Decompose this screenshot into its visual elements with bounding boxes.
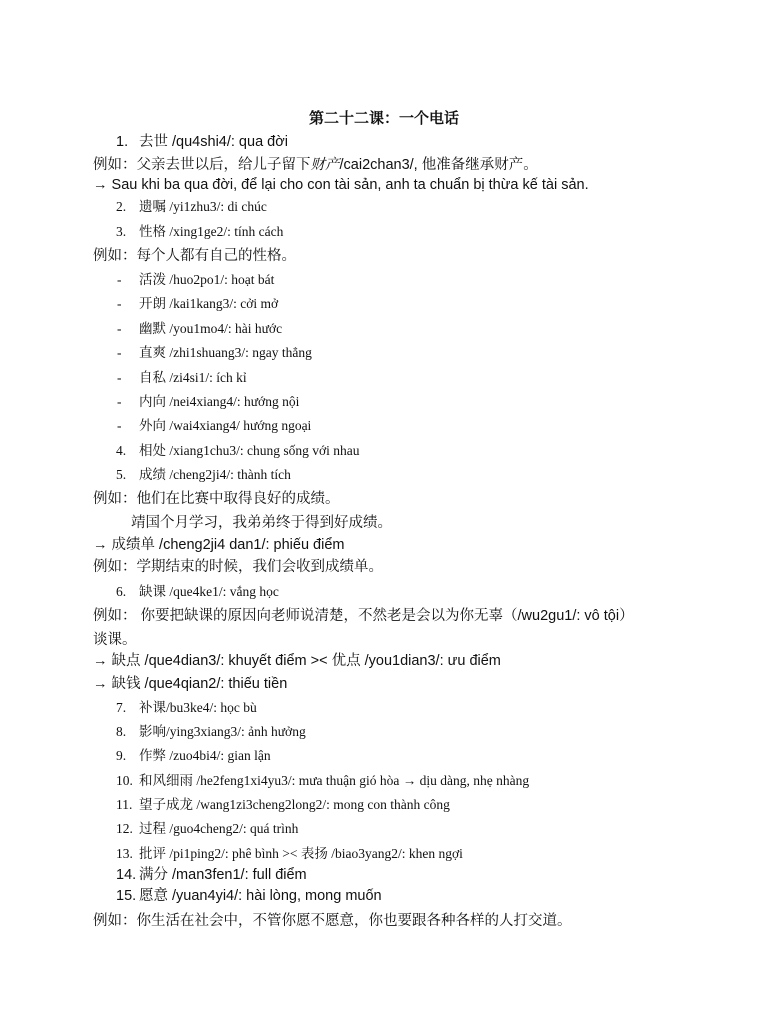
list-item-text: 缺课 /que4ke1/: vắng học	[139, 584, 279, 599]
list-item-text: 满分 /man3fen1/: full điểm	[139, 867, 307, 883]
dash-bullet: -	[117, 272, 122, 287]
dash-bullet: -	[117, 345, 122, 360]
list-item-text: 望子成龙 /wang1zi3cheng2long2/: mong con thành công	[139, 797, 450, 812]
example-text-a: 例如：父亲去世以后，给儿子留下	[93, 157, 311, 173]
list-number: 5.	[116, 467, 127, 482]
list-number: 13.	[116, 846, 133, 861]
dash-item-text: 直爽 /zhi1shuang3/: ngay thẳng	[139, 345, 312, 360]
arrow-text: → 缺钱 /que4qian2/: thiếu tiền	[93, 676, 288, 692]
list-number: 6.	[116, 584, 127, 599]
example-text: 谈课。	[93, 632, 137, 648]
list-item-text: 成绩 /cheng2ji4/: thành tích	[139, 467, 291, 482]
dash-item-text: 内向 /nei4xiang4/: hướng nội	[139, 394, 300, 409]
list-number: 10.	[116, 773, 133, 788]
dash-bullet: -	[117, 418, 122, 433]
example-text: 靖国个月学习，我弟弟终于得到好成绩。	[131, 515, 392, 531]
list-item-text: 遗嘱 /yi1zhu3/: di chúc	[139, 199, 267, 214]
list-item-text: 性格 /xing1ge2/: tính cách	[139, 224, 284, 239]
dash-item-text: 自私 /zi4si1/: ích kỉ	[139, 370, 247, 385]
dash-item-text: 外向 /wai4xiang4/ hướng ngoại	[139, 418, 312, 433]
example-text: 例如：学期结束的时候，我们会收到成绩单。	[93, 559, 383, 575]
list-number: 11.	[116, 797, 133, 812]
list-item-text: 补课/bu3ke4/: học bù	[139, 700, 257, 715]
dash-item-text: 开朗 /kai1kang3/: cởi mở	[139, 296, 279, 311]
list-number: 9.	[116, 748, 127, 763]
list-item-text: 过程 /guo4cheng2/: quá trình	[139, 821, 299, 836]
list-item-text: 批评 /pi1ping2/: phê bình >< 表扬 /biao3yang2/: khen ngợi	[139, 846, 463, 861]
list-number: 4.	[116, 443, 127, 458]
arrow-text: → 成绩单 /cheng2ji4 dan1/: phiếu điểm	[93, 537, 345, 553]
list-item-text: 影响/ying3xiang3/: ảnh hưởng	[139, 724, 306, 739]
list-item-text: 作弊 /zuo4bi4/: gian lận	[139, 748, 271, 763]
dash-bullet: -	[117, 296, 122, 311]
page-title: 第二十二课：一个电话	[308, 110, 459, 127]
example-text: 例如：你生活在社会中，不管你愿不愿意，你也要跟各种各样的人打交道。	[93, 913, 572, 929]
example-text: 例如：他们在比赛中取得良好的成绩。	[93, 491, 340, 507]
dash-bullet: -	[117, 394, 122, 409]
dash-bullet: -	[117, 321, 122, 336]
list-number: 3.	[116, 224, 127, 239]
list-number: 8.	[116, 724, 127, 739]
list-number: 1.	[116, 134, 129, 150]
dash-item-text: 活泼 /huo2po1/: hoạt bát	[139, 272, 275, 287]
example-text: 例如：每个人都有自己的性格。	[93, 248, 296, 264]
list-number: 14.	[116, 867, 137, 883]
list-number: 12.	[116, 821, 133, 836]
dash-item-text: 幽默 /you1mo4/: hài hước	[139, 321, 283, 336]
list-number: 7.	[116, 700, 127, 715]
list-item-text: 去世 /qu4shi4/: qua đời	[139, 134, 288, 150]
list-number: 2.	[116, 199, 127, 214]
dash-bullet: -	[117, 370, 122, 385]
example-text: 例如： 你要把缺课的原因向老师说清楚，不然老是会以为你无辜（/wu2gu1/: vô tội）	[93, 608, 634, 624]
list-number: 15.	[116, 888, 137, 904]
translation-text: → Sau khi ba qua đời, để lại cho con tài sản, anh ta chuẩn bị thừa kế tài sản.	[93, 177, 589, 193]
arrow-text: → 缺点 /que4dian3/: khuyết điểm >< 优点 /you1dian3/: ưu điểm	[93, 653, 501, 669]
example-text-c: /cai2chan3/, 他准备继承财产。	[339, 157, 538, 173]
list-item-text: 愿意 /yuan4yi4/: hài lòng, mong muốn	[139, 888, 382, 904]
list-item-text: 相处 /xiang1chu3/: chung sống với nhau	[139, 443, 360, 458]
example-text-b: 财产	[310, 157, 340, 173]
list-item-text: 和风细雨 /he2feng1xi4yu3/: mưa thuận gió hòa → dịu dàng, nhẹ nhàng	[139, 773, 530, 788]
